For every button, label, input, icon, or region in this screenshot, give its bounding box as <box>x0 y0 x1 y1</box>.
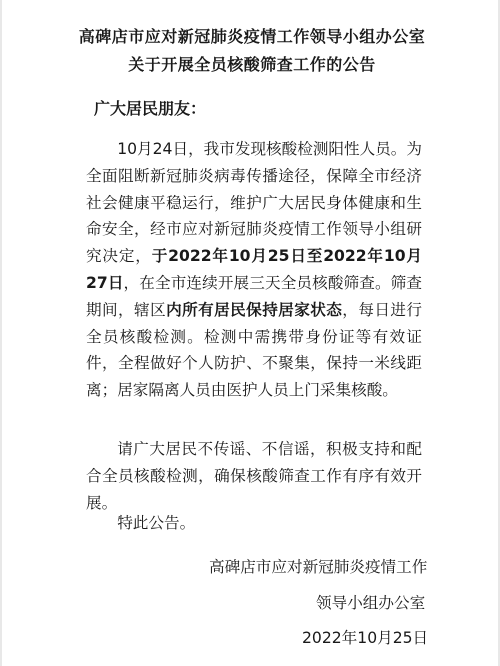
salutation: 广大居民朋友： <box>94 99 207 118</box>
signature-date: 2022年10月25日 <box>302 629 429 647</box>
notice-title-line2: 关于开展全员核酸筛查工作的公告 <box>128 55 376 74</box>
paragraph-1-bold-dates: 于2022年10月25日至2022年10月27日 <box>86 247 422 292</box>
signature-organization-line2: 领导小组办公室 <box>316 594 426 612</box>
paragraph-1-text-b: ，在全市连续开展三天全员核酸筛查。筛查期间，辖区 <box>86 273 422 319</box>
signature-organization-line1: 高碑店市应对新冠肺炎疫情工作 <box>209 558 428 576</box>
notice-title-line1: 高碑店市应对新冠肺炎疫情工作领导小组办公室 <box>78 27 426 46</box>
paragraph-1-text-a: 10月24日，我市发现核酸检测阳性人员。为全面阻断新冠肺炎病毒传播途径，保障全市经济社会健康平稳运行，维护广大居民身体健康和生命安全，经市应对新冠肺炎疫情工作领导小组研究决定， <box>86 140 422 266</box>
notice-paragraph-3: 特此公告。 <box>117 514 196 532</box>
notice-paragraph-1 <box>86 136 422 404</box>
paragraph-1-bold-stay-home: 内所有居民保持居家状态 <box>166 300 343 319</box>
paragraph-1-text-c: ，每日进行全员核酸检测。检测中需携带身份证等有效证件，全程做好个人防护、不聚集，保持一米线距离；居家隔离人员由医护人员上门采集核酸。 <box>86 300 422 400</box>
notice-paragraph-2: 请广大居民不传谣、不信谣，积极支持和配合全员核酸检测，确保核酸筛查工作有序有效开展。 <box>86 440 422 512</box>
